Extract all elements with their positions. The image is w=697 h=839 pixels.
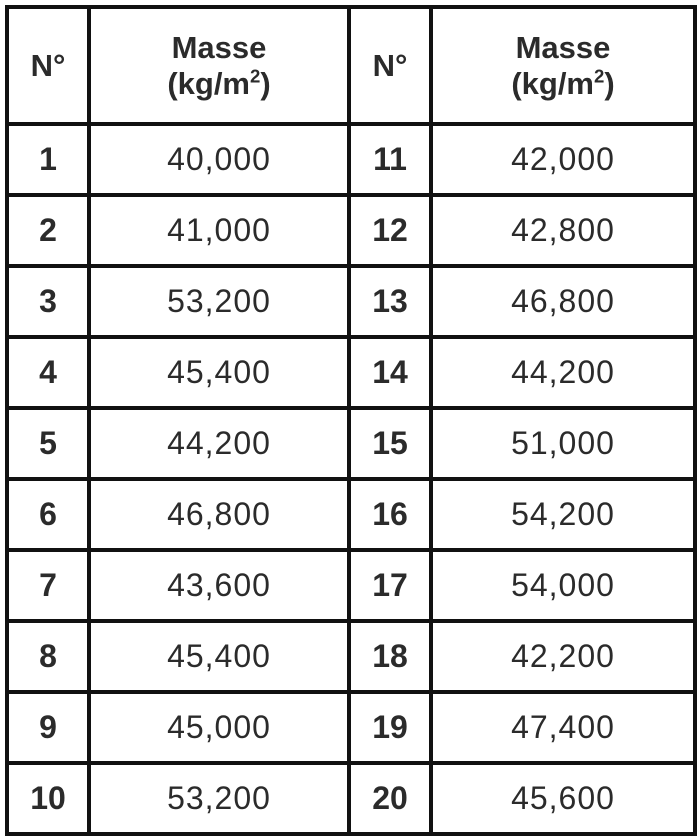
table-row	[7, 550, 695, 621]
header-number-left: N°	[7, 7, 89, 124]
mass-value-cell: 42,800	[431, 195, 695, 266]
sample-number-cell: 9	[7, 692, 89, 763]
table-row	[7, 408, 695, 479]
mass-value-cell: 44,200	[431, 337, 695, 408]
sample-number-cell: 6	[7, 479, 89, 550]
sample-number-cell: 20	[349, 763, 431, 834]
header-number-right: N°	[349, 7, 431, 124]
table-row	[7, 266, 695, 337]
sample-number-cell: 11	[349, 124, 431, 195]
sample-number-cell: 8	[7, 621, 89, 692]
sample-number-cell: 1	[7, 124, 89, 195]
mass-value-cell: 47,400	[431, 692, 695, 763]
sample-number-cell: 19	[349, 692, 431, 763]
mass-value-cell: 54,000	[431, 550, 695, 621]
mass-value-cell: 46,800	[89, 479, 349, 550]
header-mass-right	[431, 7, 695, 124]
unit-suffix: )	[260, 65, 271, 101]
mass-table	[5, 5, 697, 836]
table-row	[7, 692, 695, 763]
table-body	[7, 124, 695, 834]
mass-value-cell: 45,400	[89, 621, 349, 692]
mass-value-cell: 51,000	[431, 408, 695, 479]
header-mass-right-title: Masse	[515, 29, 611, 65]
table-row	[7, 124, 695, 195]
sample-number-cell: 13	[349, 266, 431, 337]
unit-exponent: 2	[594, 65, 605, 87]
sample-number-cell: 16	[349, 479, 431, 550]
mass-value-cell: 45,600	[431, 763, 695, 834]
mass-value-cell: 43,600	[89, 550, 349, 621]
sample-number-cell: 10	[7, 763, 89, 834]
sample-number-cell: 17	[349, 550, 431, 621]
mass-value-cell: 44,200	[89, 408, 349, 479]
table-row	[7, 195, 695, 266]
unit-exponent: 2	[250, 65, 261, 87]
mass-value-cell: 42,000	[431, 124, 695, 195]
table-row	[7, 479, 695, 550]
sample-number-cell: 4	[7, 337, 89, 408]
mass-value-cell: 53,200	[89, 763, 349, 834]
sample-number-cell: 12	[349, 195, 431, 266]
mass-value-cell: 45,400	[89, 337, 349, 408]
table-row	[7, 337, 695, 408]
table-header-row	[7, 7, 695, 124]
header-mass-left-unit	[91, 66, 347, 102]
table-row	[7, 621, 695, 692]
sample-number-cell: 7	[7, 550, 89, 621]
unit-prefix: (kg/m	[511, 65, 594, 101]
table-row	[7, 763, 695, 834]
header-mass-left	[89, 7, 349, 124]
unit-suffix: )	[604, 65, 615, 101]
sample-number-cell: 14	[349, 337, 431, 408]
mass-value-cell: 46,800	[431, 266, 695, 337]
mass-value-cell: 53,200	[89, 266, 349, 337]
mass-value-cell: 41,000	[89, 195, 349, 266]
sample-number-cell: 3	[7, 266, 89, 337]
sample-number-cell: 18	[349, 621, 431, 692]
header-mass-left-title: Masse	[171, 29, 267, 65]
mass-value-cell: 54,200	[431, 479, 695, 550]
mass-value-cell: 45,000	[89, 692, 349, 763]
header-mass-right-unit	[433, 66, 693, 102]
mass-value-cell: 42,200	[431, 621, 695, 692]
sample-number-cell: 5	[7, 408, 89, 479]
unit-prefix: (kg/m	[167, 65, 250, 101]
sample-number-cell: 15	[349, 408, 431, 479]
mass-value-cell: 40,000	[89, 124, 349, 195]
sample-number-cell: 2	[7, 195, 89, 266]
